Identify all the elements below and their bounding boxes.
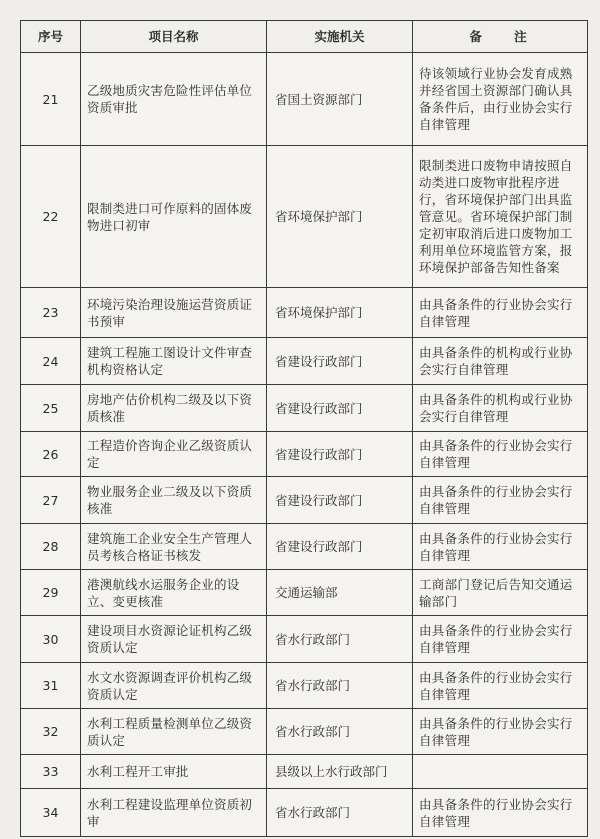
row-name: 物业服务企业二级及以下资质核准 — [81, 477, 267, 524]
row-note: 由具备条件的行业协会实行自律管理 — [413, 432, 588, 477]
row-org: 省国土资源部门 — [267, 53, 413, 146]
row-org: 省环境保护部门 — [267, 146, 413, 288]
row-note: 由具备条件的行业协会实行自律管理 — [413, 663, 588, 709]
row-note: 由具备条件的行业协会实行自律管理 — [413, 524, 588, 570]
table-row — [21, 709, 588, 755]
row-note: 由具备条件的行业协会实行自律管理 — [413, 616, 588, 663]
table-row — [21, 616, 588, 663]
row-org: 县级以上水行政部门 — [267, 755, 413, 789]
row-org: 省水行政部门 — [267, 616, 413, 663]
row-org: 省建设行政部门 — [267, 338, 413, 385]
row-org: 省水行政部门 — [267, 789, 413, 837]
row-note: 由具备条件的行业协会实行自律管理 — [413, 288, 588, 338]
table-row — [21, 477, 588, 524]
row-name: 限制类进口可作原料的固体废物进口初审 — [81, 146, 267, 288]
approval-items-table — [20, 20, 588, 837]
row-no: 34 — [21, 789, 81, 837]
header-note: 备 注 — [413, 21, 588, 53]
table-row — [21, 663, 588, 709]
row-no: 28 — [21, 524, 81, 570]
row-note: 由具备条件的行业协会实行自律管理 — [413, 789, 588, 837]
row-name: 环境污染治理设施运营资质证书预审 — [81, 288, 267, 338]
table-row — [21, 288, 588, 338]
header-no: 序号 — [21, 21, 81, 53]
header-org: 实施机关 — [267, 21, 413, 53]
row-no: 26 — [21, 432, 81, 477]
row-name: 水利工程建设监理单位资质初审 — [81, 789, 267, 837]
row-org: 省建设行政部门 — [267, 432, 413, 477]
table-row — [21, 570, 588, 616]
row-name: 建设项目水资源论证机构乙级资质认定 — [81, 616, 267, 663]
row-no: 31 — [21, 663, 81, 709]
row-name: 建筑工程施工图设计文件审查机构资格认定 — [81, 338, 267, 385]
row-no: 25 — [21, 385, 81, 432]
row-no: 32 — [21, 709, 81, 755]
table-row — [21, 524, 588, 570]
row-note: 由具备条件的机构或行业协会实行自律管理 — [413, 385, 588, 432]
row-name: 工程造价咨询企业乙级资质认定 — [81, 432, 267, 477]
row-no: 23 — [21, 288, 81, 338]
row-org: 省建设行政部门 — [267, 385, 413, 432]
table-row — [21, 53, 588, 146]
row-name: 水文水资源调查评价机构乙级资质认定 — [81, 663, 267, 709]
row-note: 由具备条件的行业协会实行自律管理 — [413, 709, 588, 755]
header-name: 项目名称 — [81, 21, 267, 53]
table-row — [21, 789, 588, 837]
row-org: 省建设行政部门 — [267, 477, 413, 524]
row-no: 21 — [21, 53, 81, 146]
table-header-row — [21, 21, 588, 53]
row-no: 33 — [21, 755, 81, 789]
row-note: 工商部门登记后告知交通运输部门 — [413, 570, 588, 616]
row-name: 水利工程开工审批 — [81, 755, 267, 789]
table-row — [21, 432, 588, 477]
row-name: 建筑施工企业安全生产管理人员考核合格证书核发 — [81, 524, 267, 570]
row-no: 27 — [21, 477, 81, 524]
row-name: 水利工程质量检测单位乙级资质认定 — [81, 709, 267, 755]
row-no: 29 — [21, 570, 81, 616]
row-name: 乙级地质灾害危险性评估单位资质审批 — [81, 53, 267, 146]
row-org: 省环境保护部门 — [267, 288, 413, 338]
row-org: 省水行政部门 — [267, 709, 413, 755]
table-row — [21, 146, 588, 288]
row-no: 30 — [21, 616, 81, 663]
row-org: 省建设行政部门 — [267, 524, 413, 570]
table-row — [21, 338, 588, 385]
row-org: 交通运输部 — [267, 570, 413, 616]
row-note: 由具备条件的行业协会实行自律管理 — [413, 477, 588, 524]
row-note: 由具备条件的机构或行业协会实行自律管理 — [413, 338, 588, 385]
row-name: 港澳航线水运服务企业的设立、变更核准 — [81, 570, 267, 616]
table-row — [21, 385, 588, 432]
row-note — [413, 755, 588, 789]
row-no: 22 — [21, 146, 81, 288]
row-org: 省水行政部门 — [267, 663, 413, 709]
row-note: 待该领域行业协会发育成熟并经省国土资源部门确认具备条件后，由行业协会实行自律管理 — [413, 53, 588, 146]
row-name: 房地产估价机构二级及以下资质核准 — [81, 385, 267, 432]
table-row — [21, 755, 588, 789]
row-note: 限制类进口废物申请按照自动类进口废物审批程序进行，省环境保护部门出具监管意见。省环境保护部门制定初审取消后进口废物加工利用单位环境监管方案，报环境保护部备告知性备案 — [413, 146, 588, 288]
row-no: 24 — [21, 338, 81, 385]
